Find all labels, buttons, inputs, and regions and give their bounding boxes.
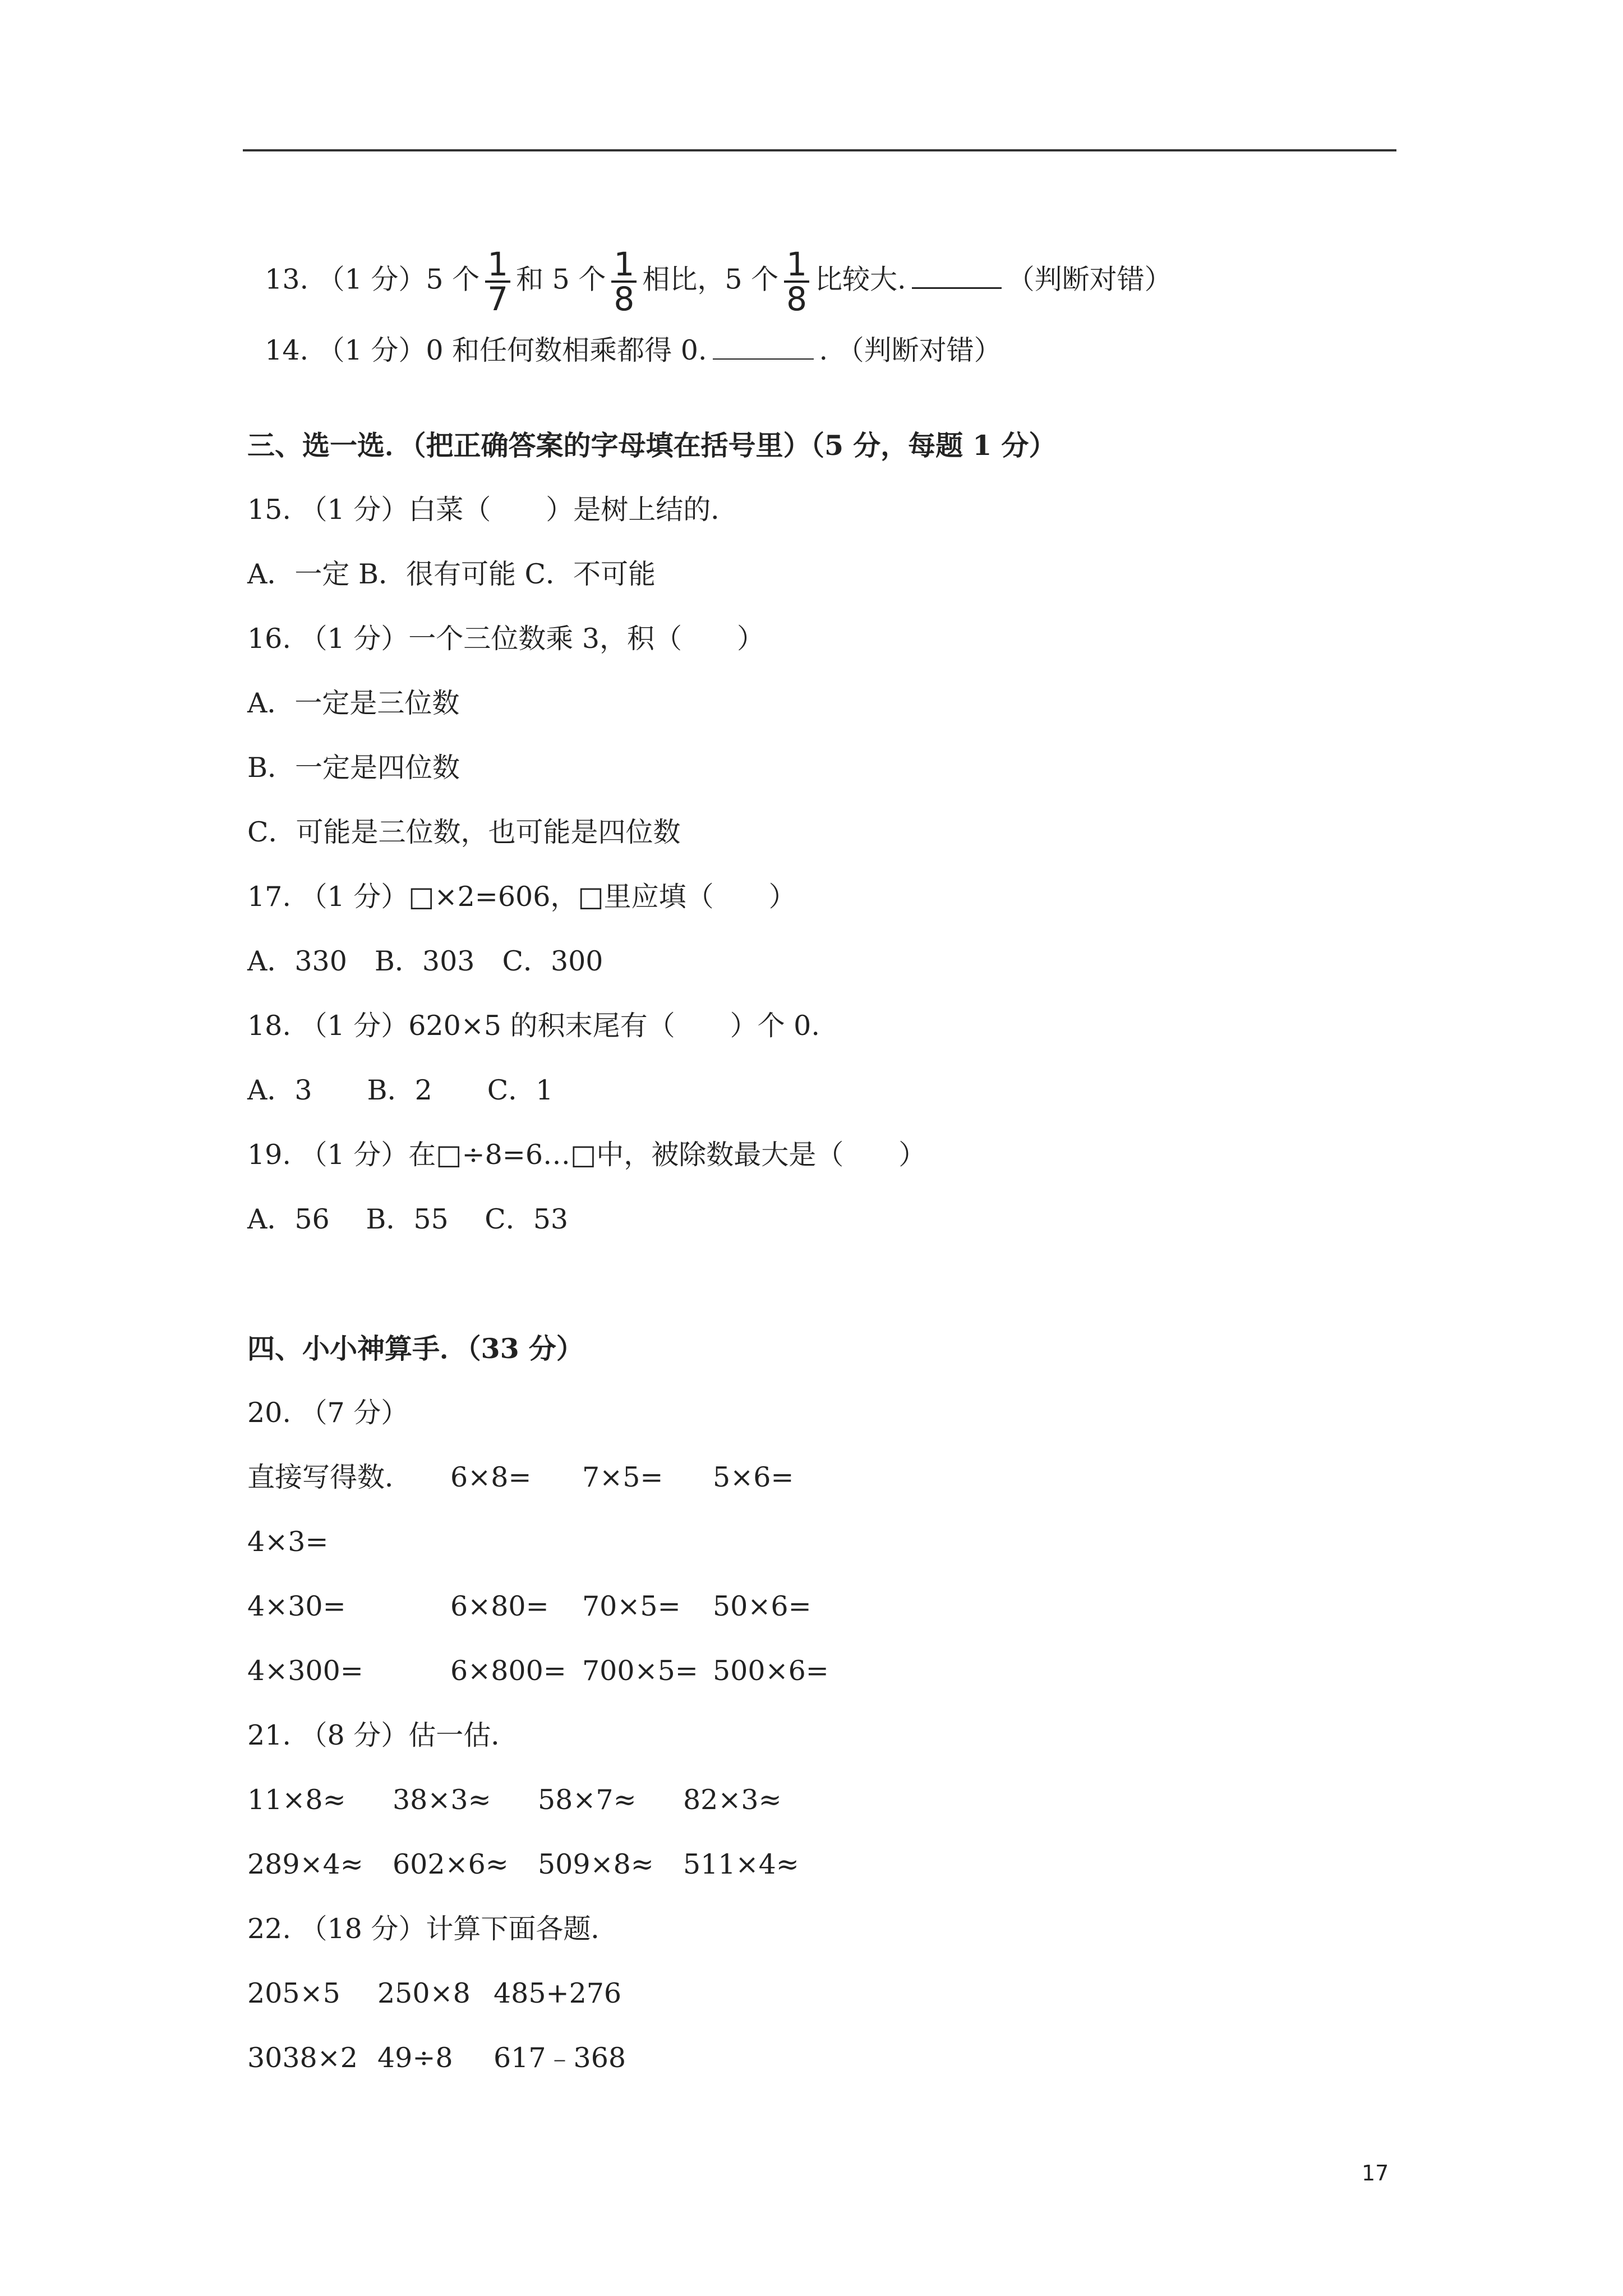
q22-item: 617﹣368 — [494, 2042, 626, 2074]
q20-item: 6×80= — [450, 1590, 549, 1622]
q20-item: 50×6= — [713, 1590, 811, 1622]
q21-item: 11×8≈ — [247, 1784, 346, 1816]
q17-options: A．330 B．303 C．300 — [247, 945, 603, 977]
answer-blank[interactable] — [713, 334, 814, 360]
q21-item: 58×7≈ — [538, 1784, 637, 1816]
question-15: 15. （1 分）白菜（ ）是树上结的． — [247, 494, 739, 526]
fraction-denominator: 8 — [614, 280, 635, 318]
q20-item: 6×800= — [450, 1655, 566, 1687]
q21-item: 511×4≈ — [683, 1848, 799, 1880]
question-22: 22. （18 分）计算下面各题． — [247, 1913, 619, 1945]
q13-text-a: 13. （1 分）5 个 — [265, 263, 480, 296]
section-4-heading: 四、小小神算手．（33 分） — [247, 1332, 584, 1365]
q20-item: 500×6= — [713, 1655, 829, 1687]
q22-item: 250×8 — [377, 1977, 471, 2009]
q20-label: 直接写得数． — [247, 1461, 413, 1493]
q16-option-c: C．可能是三位数，也可能是四位数 — [247, 816, 681, 848]
q21-item: 38×3≈ — [393, 1784, 491, 1816]
q13-text-c: 相比，5 个 — [642, 263, 779, 296]
fraction-denominator: 8 — [786, 280, 807, 318]
question-14 — [247, 300, 1002, 367]
q13-text-b: 和 5 个 — [516, 263, 606, 296]
q16-option-b: B．一定是四位数 — [247, 752, 460, 784]
q14-text: 14. （1 分）0 和任何数相乘都得 0. — [265, 334, 707, 366]
q22-item: 485+276 — [494, 1977, 622, 2009]
q19-options: A．56 B．55 C．53 — [247, 1203, 569, 1235]
q18-options: A．3 B．2 C．1 — [247, 1074, 554, 1106]
header-rule — [243, 149, 1396, 151]
q13-tail: （判断对错） — [1007, 263, 1172, 296]
fraction-denominator: 7 — [487, 280, 509, 318]
q13-text-d: 比较大. — [814, 263, 906, 296]
q20-item: 7×5= — [582, 1461, 663, 1493]
q20-item: 70×5= — [582, 1590, 681, 1622]
question-21: 21. （8 分）估一估． — [247, 1719, 519, 1751]
q22-item: 3038×2 — [247, 2042, 358, 2074]
question-19: 19. （1 分）在□÷8=6…□中，被除数最大是（ ） — [247, 1139, 926, 1171]
answer-blank[interactable] — [912, 263, 1002, 289]
q20-item: 5×6= — [713, 1461, 794, 1493]
fraction-numerator: 1 — [485, 248, 510, 283]
q15-options: A．一定 B．很有可能 C．不可能 — [247, 558, 656, 590]
q21-item: 509×8≈ — [538, 1848, 654, 1880]
question-20: 20. （7 分） — [247, 1397, 409, 1429]
q21-item: 82×3≈ — [683, 1784, 782, 1816]
q22-item: 49÷8 — [377, 2042, 453, 2074]
section-3-heading: 三、选一选．（把正确答案的字母填在括号里）（5 分，每题 1 分） — [247, 429, 1057, 462]
q14-tail: . （判断对错） — [819, 334, 1002, 366]
fraction-numerator: 1 — [784, 248, 809, 283]
q20-item: 6×8= — [450, 1461, 532, 1493]
q21-item: 289×4≈ — [247, 1848, 363, 1880]
question-18: 18. （1 分）620×5 的积末尾有（ ）个 0. — [247, 1010, 820, 1042]
page-number: 17 — [1362, 2161, 1389, 2185]
q20-item: 4×30= — [247, 1590, 346, 1622]
q20-item: 700×5= — [582, 1655, 698, 1687]
q16-option-a: A．一定是三位数 — [247, 687, 460, 719]
question-17: 17. （1 分）□×2=606，□里应填（ ） — [247, 881, 796, 913]
fraction-numerator: 1 — [611, 248, 637, 283]
q20-item: 4×300= — [247, 1655, 363, 1687]
q20-item: 4×3= — [247, 1526, 329, 1558]
question-16: 16. （1 分）一个三位数乘 3，积（ ） — [247, 623, 765, 655]
q22-item: 205×5 — [247, 1977, 340, 2009]
q21-item: 602×6≈ — [393, 1848, 509, 1880]
